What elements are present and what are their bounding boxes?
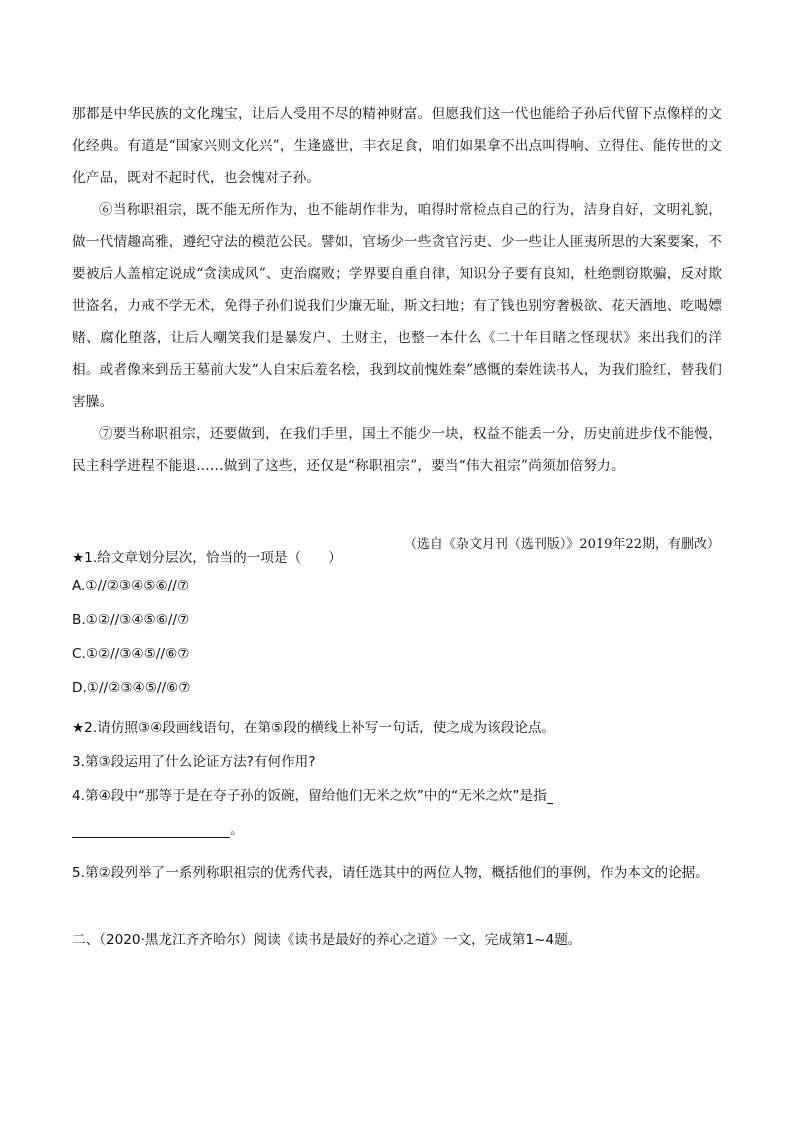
essay-paragraph-5-continued: 那都是中华民族的文化瑰宝，让后人受用不尽的精神财富。但愿我们这一代也能给子孙后代留下点像样的文化经典。有道是“国家兴则文化兴”，生逢盛世，丰衣足食，咱们如果拿不出点叫得响、立得住、能传世的文化产品，既对不起时代，也会愧对子孙。 [72, 106, 722, 186]
essay-body [72, 98, 722, 482]
section-2-heading: 二、（2020·黑龙江齐齐哈尔）阅读《读书是最好的养心之道》一文，完成第1~4题。 [72, 932, 582, 948]
essay-paragraph-6: ⑥当称职祖宗，既不能无所作为，也不能胡作非为，咱得时常检点自己的行为，洁身自好，文明礼貌，做一代情趣高雅，遵纪守法的模范公民。譬如，官场少一些贪官污吏、少一些让人匪夷所思的大案要案，不要被后人盖棺定说成“贪渎成风”、吏治腐败；学界要自重自律，知识分子要有良知，杜绝剽窃欺骗，反对欺世盗名，力戒不学无术，免得子孙们说我们少廉无耻，斯文扫地；有了钱也别穷奢极欲、花天酒地、吃喝嫖赌、腐化堕落，让后人嘲笑我们是暴发户、土财主，也整一本什么《二十年目睹之怪现状》来出我们的洋相。或者像来到岳王墓前大发“人自宋后羞名桧，我到坟前愧姓秦”感慨的秦姓读书人，为我们脸红，替我们害臊。 [72, 202, 722, 410]
question-4-end: 。 [230, 822, 244, 838]
question-1: ★1.给文章划分层次，恰当的一项是（ ） [72, 550, 342, 566]
question-1-option-d: D.①//②③④⑤//⑥⑦ [72, 680, 191, 696]
question-1-option-a: A.①//②③④⑤⑥//⑦ [72, 578, 190, 594]
question-1-option-c: C.①②//③④⑤//⑥⑦ [72, 646, 190, 662]
question-2: ★2.请仿照③④段画线语句，在第⑤段的横线上补写一句话，使之成为该段论点。 [72, 720, 556, 736]
question-1-option-b: B.①②//③④⑤⑥//⑦ [72, 612, 190, 628]
answer-blank[interactable] [72, 823, 230, 838]
question-5: 5.第②段列举了一系列称职祖宗的优秀代表，请任选其中的两位人物，概括他们的事例，作为本文的论据。 [72, 865, 709, 881]
question-4 [72, 784, 553, 804]
answer-blank-start[interactable] [547, 789, 553, 804]
essay-source: （选自《杂文月刊（选刊版）》2019年22期，有删改） [403, 537, 720, 552]
question-3: 3.第③段运用了什么论证方法?有何作用? [72, 754, 316, 770]
question-4-blank-row [72, 818, 244, 838]
question-4-text: 4.第④段中“那等于是在夺子孙的饭碗，留给他们无米之炊”中的“无米之炊”是指 [72, 788, 547, 804]
essay-paragraph-7: ⑦要当称职祖宗，还要做到，在我们手里，国土不能少一块，权益不能丢一分，历史前进步伐不能慢，民主科学进程不能退……做到了这些，还仅是“称职祖宗”，要当“伟大祖宗”尚须加倍努力。 [72, 426, 722, 474]
